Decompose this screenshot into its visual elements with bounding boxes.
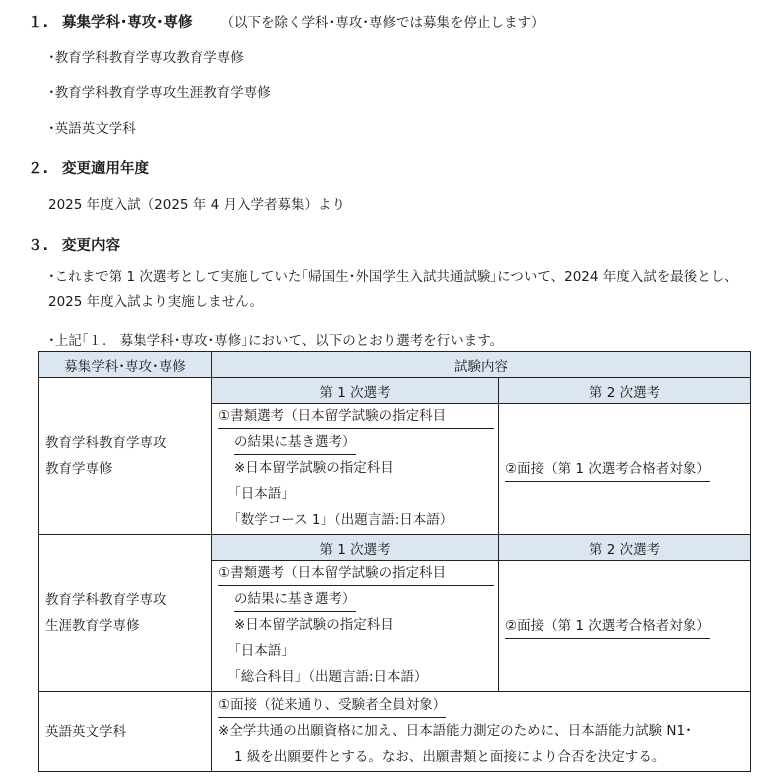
stage2-2-text: ②面接（第 1 次選考合格者対象） [505, 614, 710, 639]
exam-table [38, 351, 751, 772]
stage2-1-text: ②面接（第 1 次選考合格者対象） [505, 457, 710, 482]
stage2-header-2: 第 2 次選考 [499, 535, 751, 561]
dept-cell-3 [39, 692, 212, 772]
section-2-text: 2025 年度入試（2025 年 4 月入学者募集）より [48, 197, 345, 213]
stage2-cell-1 [499, 404, 751, 535]
section-1-number: １. [28, 15, 49, 31]
stage1-header-2: 第 1 次選考 [212, 535, 499, 561]
stage1-2-line-5: ｢総合科目｣（出題言語:日本語） [234, 669, 428, 685]
stage1-2-line-4: ｢日本語｣ [234, 643, 288, 659]
stage1-2-line-2: の結果に基き選考） [234, 587, 356, 612]
section-3-paragraph-1: ･これまで第 1 次選考として実施していた｢帰国生･外国学生入試共通試験｣について、2024 年度入試を最後とし、2025 年度入試より実施しません。 [48, 269, 738, 310]
dept-3-line-1: 英語英文学科 [45, 723, 126, 740]
section-3-title: 変更内容 [62, 238, 120, 254]
section-3-heading [28, 234, 120, 255]
section-1-item-1: ･教育学科教育学専攻教育学専修 [48, 50, 244, 66]
section-1-note: （以下を除く学科･専攻･専修では募集を停止します） [220, 15, 545, 31]
stage1-1-line-1: ①書類選考（日本留学試験の指定科目 [218, 404, 494, 429]
dept-2-line-1: 教育学科教育学専攻 [45, 592, 167, 608]
stage1-1-line-2: の結果に基き選考） [234, 430, 356, 455]
english-exam-cell [212, 692, 751, 772]
section-1-item-3: ･英語英文学科 [48, 121, 136, 137]
section-1-item-2: ･教育学科教育学専攻生涯教育学専修 [48, 85, 271, 101]
stage1-1-line-5: ｢数学コース 1｣（出題言語:日本語） [234, 512, 454, 528]
stage2-header-1: 第 2 次選考 [499, 378, 751, 404]
english-line-3: 1 級を出願要件とする。なお、出願書類と面接により合否を決定する。 [234, 749, 666, 765]
dept-1-line-1: 教育学科教育学専攻 [45, 435, 167, 451]
stage1-2-line-1: ①書類選考（日本留学試験の指定科目 [218, 561, 494, 586]
dept-cell-1 [39, 378, 212, 535]
section-3-paragraph-2: ･上記｢１． 募集学科･専攻･専修｣において、以下のとおり選考を行います。 [48, 333, 504, 349]
english-line-1: ①面接（従来通り、受験者全員対象） [218, 693, 446, 718]
section-2-number: ２. [28, 161, 49, 177]
stage1-cell-2 [212, 561, 499, 692]
stage2-cell-2 [499, 561, 751, 692]
section-1-title: 募集学科･専攻･専修 [62, 15, 193, 31]
section-3-number: ３. [28, 238, 49, 254]
stage1-1-line-3: ※日本留学試験の指定科目 [234, 460, 394, 476]
stage1-2-line-3: ※日本留学試験の指定科目 [234, 617, 394, 633]
stage1-header-1: 第 1 次選考 [212, 378, 499, 404]
dept-1-line-2: 教育学専修 [45, 461, 113, 477]
dept-2-line-2: 生涯教育学専修 [45, 618, 140, 634]
dept-cell-2 [39, 535, 212, 692]
section-2-title: 変更適用年度 [62, 161, 149, 177]
english-line-2: ※全学共通の出願資格に加え、日本語能力測定のために、日本語能力試験 N1･ [218, 723, 692, 739]
header-exam: 試験内容 [212, 352, 751, 378]
stage1-1-line-4: ｢日本語｣ [234, 486, 288, 502]
section-1-heading [28, 11, 545, 32]
header-dept: 募集学科･専攻･専修 [39, 352, 212, 378]
stage1-cell-1 [212, 404, 499, 535]
section-2-heading [28, 157, 149, 178]
